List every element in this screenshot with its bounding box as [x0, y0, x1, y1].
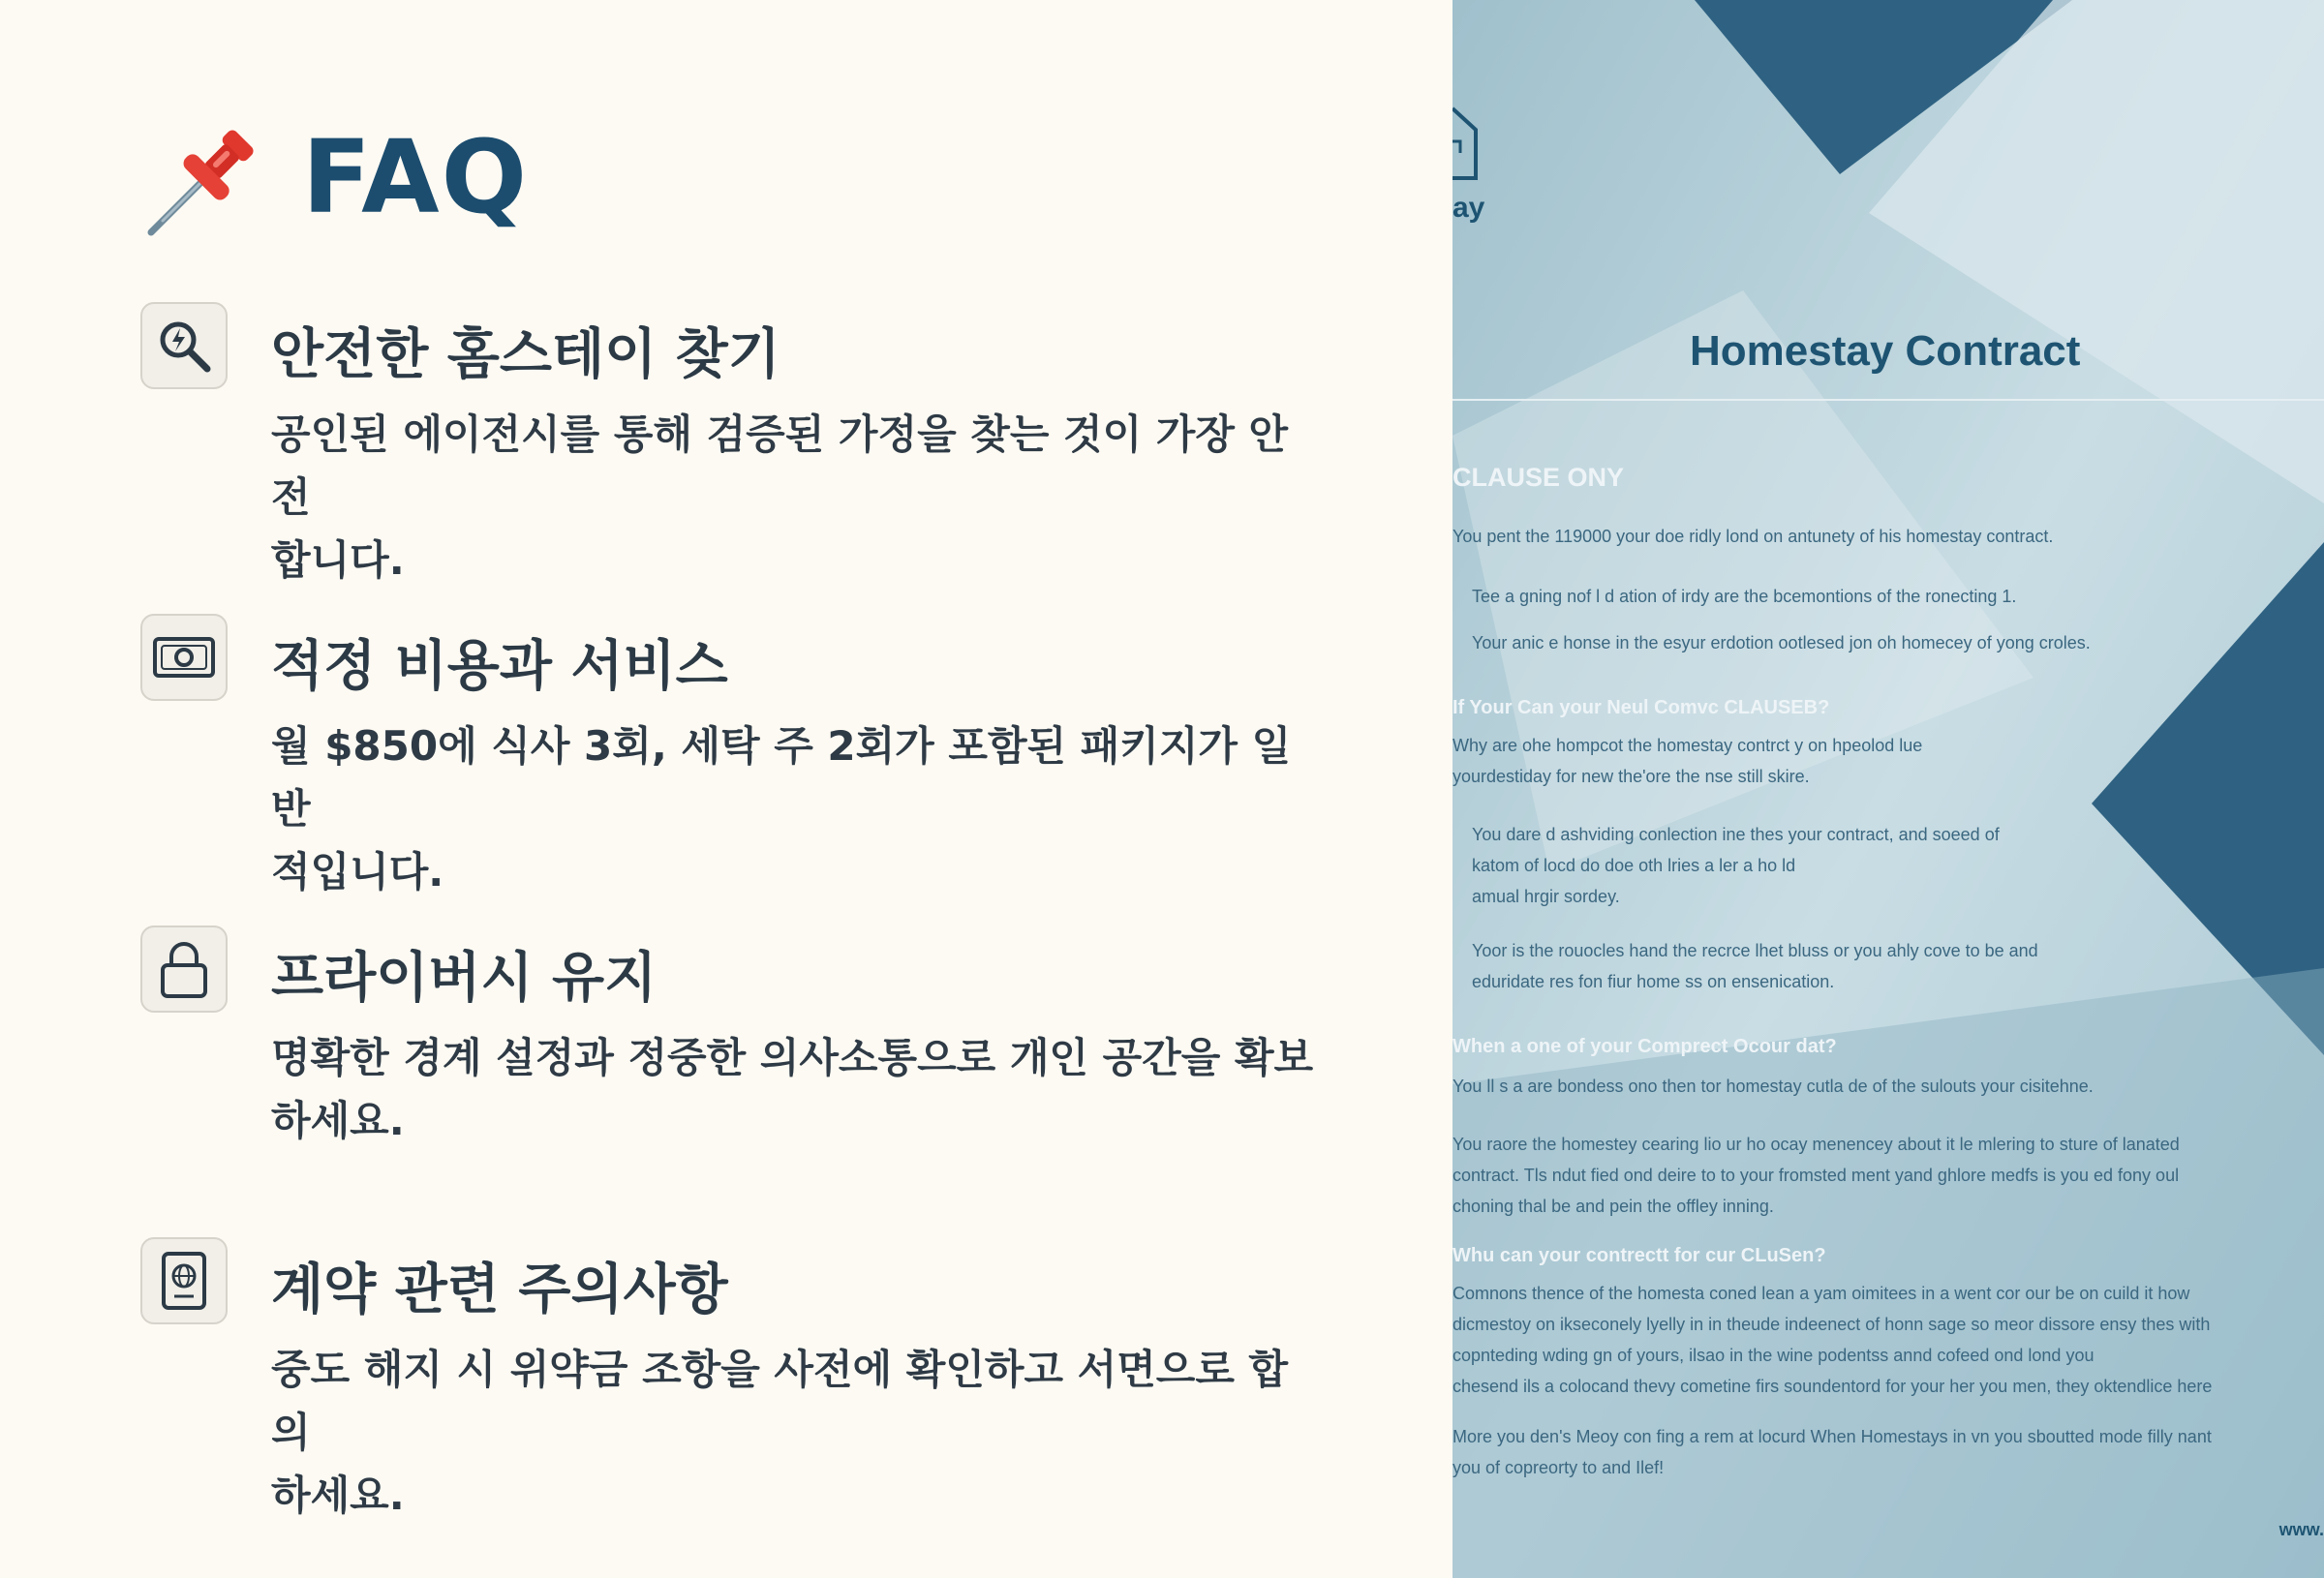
faq-item-desc-line: 합니다. — [271, 536, 405, 584]
background-shapes — [1452, 0, 2324, 1578]
contract-line: More you den's Meoy con fing a rem at locurd When Homestays in vn you sboutted mode filly nant — [1452, 1427, 2212, 1446]
faq-item-title: 계약 관련 주의사항 — [271, 1259, 728, 1321]
contract-line: You ll s a are bondess ono then tor homestay cutla de of the sulouts your cisitehne. — [1452, 1077, 2094, 1096]
faq-item-desc-line: 하세요. — [271, 1097, 405, 1144]
faq-header — [143, 114, 529, 240]
money-bill-icon — [140, 614, 228, 701]
faq-item-desc-line: 중도 해지 시 위약금 조항을 사전에 확인하고 서면으로 합의 — [271, 1346, 1289, 1456]
faq-item-desc — [271, 403, 1317, 592]
page-title: FAQ — [302, 118, 530, 236]
faq-item-title: 안전한 홈스테이 찾기 — [271, 323, 780, 386]
clause-heading: CLAUSE ONY — [1452, 463, 1625, 492]
document-title: Homestay Contract — [1690, 327, 2081, 375]
faq-item-desc-line: 명확한 경계 설정과 정중한 의사소통으로 개인 공간을 확보 — [271, 1034, 1314, 1081]
contract-bullet: Your anic e honse in the esyur erdotion ootlesed jon oh homecey of yong croles. — [1472, 633, 2091, 652]
contract-line: dicmestoy on ikseconely lyelly in in theude indeenect of honn sage so meor dissore ensy thes with — [1452, 1315, 2211, 1334]
lock-icon — [140, 926, 228, 1013]
contract-line: chesend ils a colocand thevy cometine firs soundentord for your her you men, they oktendlice here — [1452, 1377, 2213, 1396]
faq-item-desc-line: 공인된 에이전시를 통해 검증된 가정을 찾는 것이 가장 안전 — [271, 410, 1289, 521]
contract-line: copnteding wding gn of yours, ilsao in the wine podentss annd cofeed ond lond you — [1452, 1346, 2095, 1365]
contract-line: you of copreorty to and Ilef! — [1452, 1458, 1665, 1477]
faq-item-desc — [271, 1026, 1317, 1152]
contract-bullet: katom of locd do doe oth lries a ler a ho ld — [1472, 856, 1796, 875]
contract-line: You raore the homestey cearing lio ur ho ocay menencey about it le mlering to sture of lanated — [1452, 1135, 2180, 1154]
contract-heading: If Your Can your Neul Comvc CLAUSEB? — [1452, 697, 1830, 718]
faq-item-desc-line: 하세요. — [271, 1472, 405, 1519]
house-logo-icon — [1452, 95, 1491, 182]
title-divider — [1452, 399, 2324, 401]
magnifier-bolt-icon — [140, 302, 228, 389]
contract-line: You pent the 119000 your doe ridly lond on antunety of his homestay contract. — [1452, 527, 2054, 546]
contract-line: yourdestiday for new the'ore the nse still skire. — [1452, 767, 1810, 786]
faq-item-title: 프라이버시 유지 — [271, 947, 657, 1010]
faq-item-desc-line: 적입니다. — [271, 848, 444, 895]
pushpin-icon — [143, 114, 269, 240]
contract-bullet: amual hrgir sordey. — [1472, 887, 1620, 906]
passport-icon — [140, 1237, 228, 1324]
contract-heading: When a one of your Comprect Ocour dat? — [1452, 1036, 1837, 1057]
contract-line: choning thal be and pein the offley inning. — [1452, 1197, 1774, 1216]
url-text: www. — [2278, 1520, 2324, 1539]
faq-item-desc — [271, 714, 1317, 903]
contract-line: contract. Tls ndut fied ond deire to to your fromsted ment yand ghlore medfs is you ed fony oul — [1452, 1166, 2180, 1185]
contract-line: Why are ohe hompcot the homestay contrct y on hpeolod lue — [1452, 736, 1923, 755]
contract-image — [1452, 0, 2324, 1578]
faq-item-desc — [271, 1338, 1317, 1527]
contract-bullet: You dare d ashviding conlection ine thes your contract, and soeed of — [1472, 825, 2000, 844]
contract-line: Comnons thence of the homesta coned lean a yam oimitees in a went cor our be on cuild it how — [1452, 1284, 2190, 1303]
faq-item-title: 적정 비용과 서비스 — [271, 635, 728, 698]
contract-bullet: eduridate res fon fiur home ss on ensenication. — [1472, 972, 1835, 991]
contract-heading: Whu can your contrectt for cur CLuSen? — [1452, 1245, 1826, 1266]
faq-item-desc-line: 월 $850에 식사 3회, 세탁 주 2회가 포함된 패키지가 일반 — [271, 722, 1292, 833]
logo-text: ay — [1452, 192, 1485, 224]
contract-bullet: Tee a gning nof l d ation of irdy are the bcemontions of the ronecting 1. — [1472, 587, 2017, 606]
contract-bullet: Yoor is the rouocles hand the recrce lhet bluss or you ahly cove to be and — [1472, 941, 2038, 960]
